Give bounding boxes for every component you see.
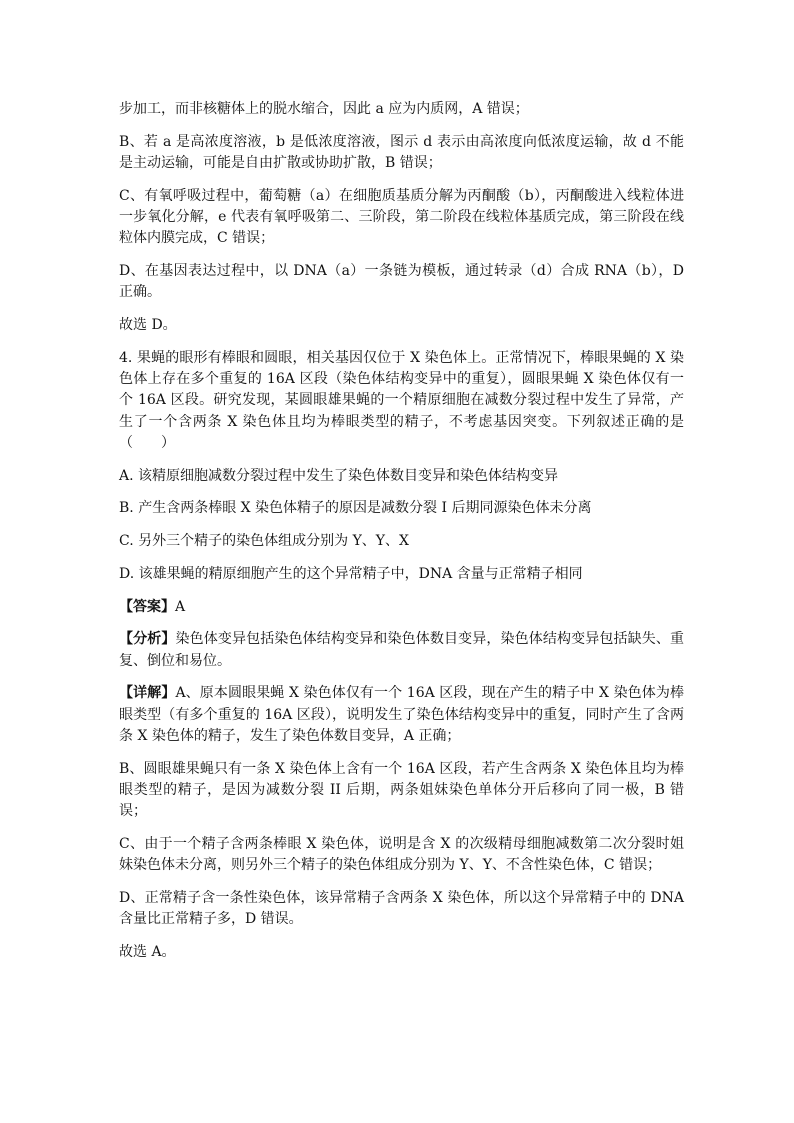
question-4-option-d: D. 该雄果蝇的精原细胞产生的这个异常精子中，DNA 含量与正常精子相同 (119, 565, 583, 582)
answer-line (119, 597, 684, 618)
analysis-label: 【分析】 (119, 631, 176, 648)
prev-explanation-para-1: 步加工，而非核糖体上的脱水缩合，因此 a 应为内质网，A 错误； (119, 101, 529, 117)
question-4-option-c: C. 另外三个精子的染色体组成分别为 Y、Y、X (119, 533, 410, 549)
question-4-option-a: A. 该精原细胞减数分裂过程中发生了染色体数目变异和染色体结构变异 (119, 467, 559, 484)
detail-paragraph-b: B、圆眼雄果蝇只有一条 X 染色体上含有一个 16A 区段，若产生含两条 X 染色体且均为棒眼类型的精子，是因为减数分裂 II 后期，两条姐妹染色单体分开后移向了同一极，B 错误； (119, 760, 684, 819)
question-4-stem: 4. 果蝇的眼形有棒眼和圆眼，相关基因仅位于 X 染色体上。正常情况下，棒眼果蝇的 X 染色体上存在多个重复的 16A 区段（染色体结构变异中的重复），圆眼果蝇 X 染色体仅有一个 16A 区段。研究发现，某圆眼雄果蝇的一个精原细胞在减数分裂过程中发生了异常，产生了一个含两条 X 染色体且均为棒眼类型的精子，不考虑基因突变。下列叙述正确的是（ ） (119, 349, 684, 451)
answer-value: A (175, 598, 186, 615)
detail-paragraph-d: D、正常精子含一条性染色体，该异常精子含两条 X 染色体，所以这个异常精子中的 DNA 含量比正常精子多，D 错误。 (119, 889, 684, 927)
answer-label: 【答案】 (119, 598, 175, 615)
detail-paragraph-a (119, 683, 684, 747)
document-body (119, 99, 684, 963)
question-4-conclusion: 故选 A。 (119, 943, 176, 960)
prev-conclusion: 故选 D。 (119, 317, 177, 333)
prev-explanation-option-d: D、在基因表达过程中，以 DNA（a）一条链为模板，通过转录（d）合成 RNA（b），D 正确。 (119, 263, 684, 301)
prev-explanation-option-c: C、有氧呼吸过程中，葡萄糖（a）在细胞质基质分解为丙酮酸（b），丙酮酸进入线粒体进一步氧化分解，e 代表有氧呼吸第二、三阶段，第二阶段在线粒体基质完成，第三阶段在线粒体内膜完成，C 错误； (119, 187, 684, 247)
analysis-paragraph (119, 629, 684, 672)
analysis-text: 染色体变异包括染色体结构变异和染色体数目变异，染色体结构变异包括缺失、重复、倒位和易位。 (119, 631, 685, 669)
question-4-option-b: B. 产生含两条棒眼 X 染色体精子的原因是减数分裂 I 后期同源染色体未分离 (119, 500, 592, 517)
detail-paragraph-c: C、由于一个精子含两条棒眼 X 染色体，说明是含 X 的次级精母细胞减数第二次分裂时姐妹染色体未分离，则另外三个精子的染色体组成分别为 Y、Y、不含性染色体，C 错误； (119, 835, 684, 873)
detail-a-text: A、原本圆眼果蝇 X 染色体仅有一个 16A 区段，现在产生的精子中 X 染色体为棒眼类型（有多个重复的 16A 区段），说明发生了染色体结构变异中的重复，同时产生了含两条 X 染色体的精子，发生了染色体数目变异，A 正确； (119, 685, 685, 744)
prev-explanation-option-b: B、若 a 是高浓度溶液，b 是低浓度溶液，图示 d 表示由高浓度向低浓度运输，故 d 不能是主动运输，可能是自由扩散或协助扩散，B 错误； (119, 133, 684, 171)
detail-label: 【详解】 (119, 685, 176, 702)
